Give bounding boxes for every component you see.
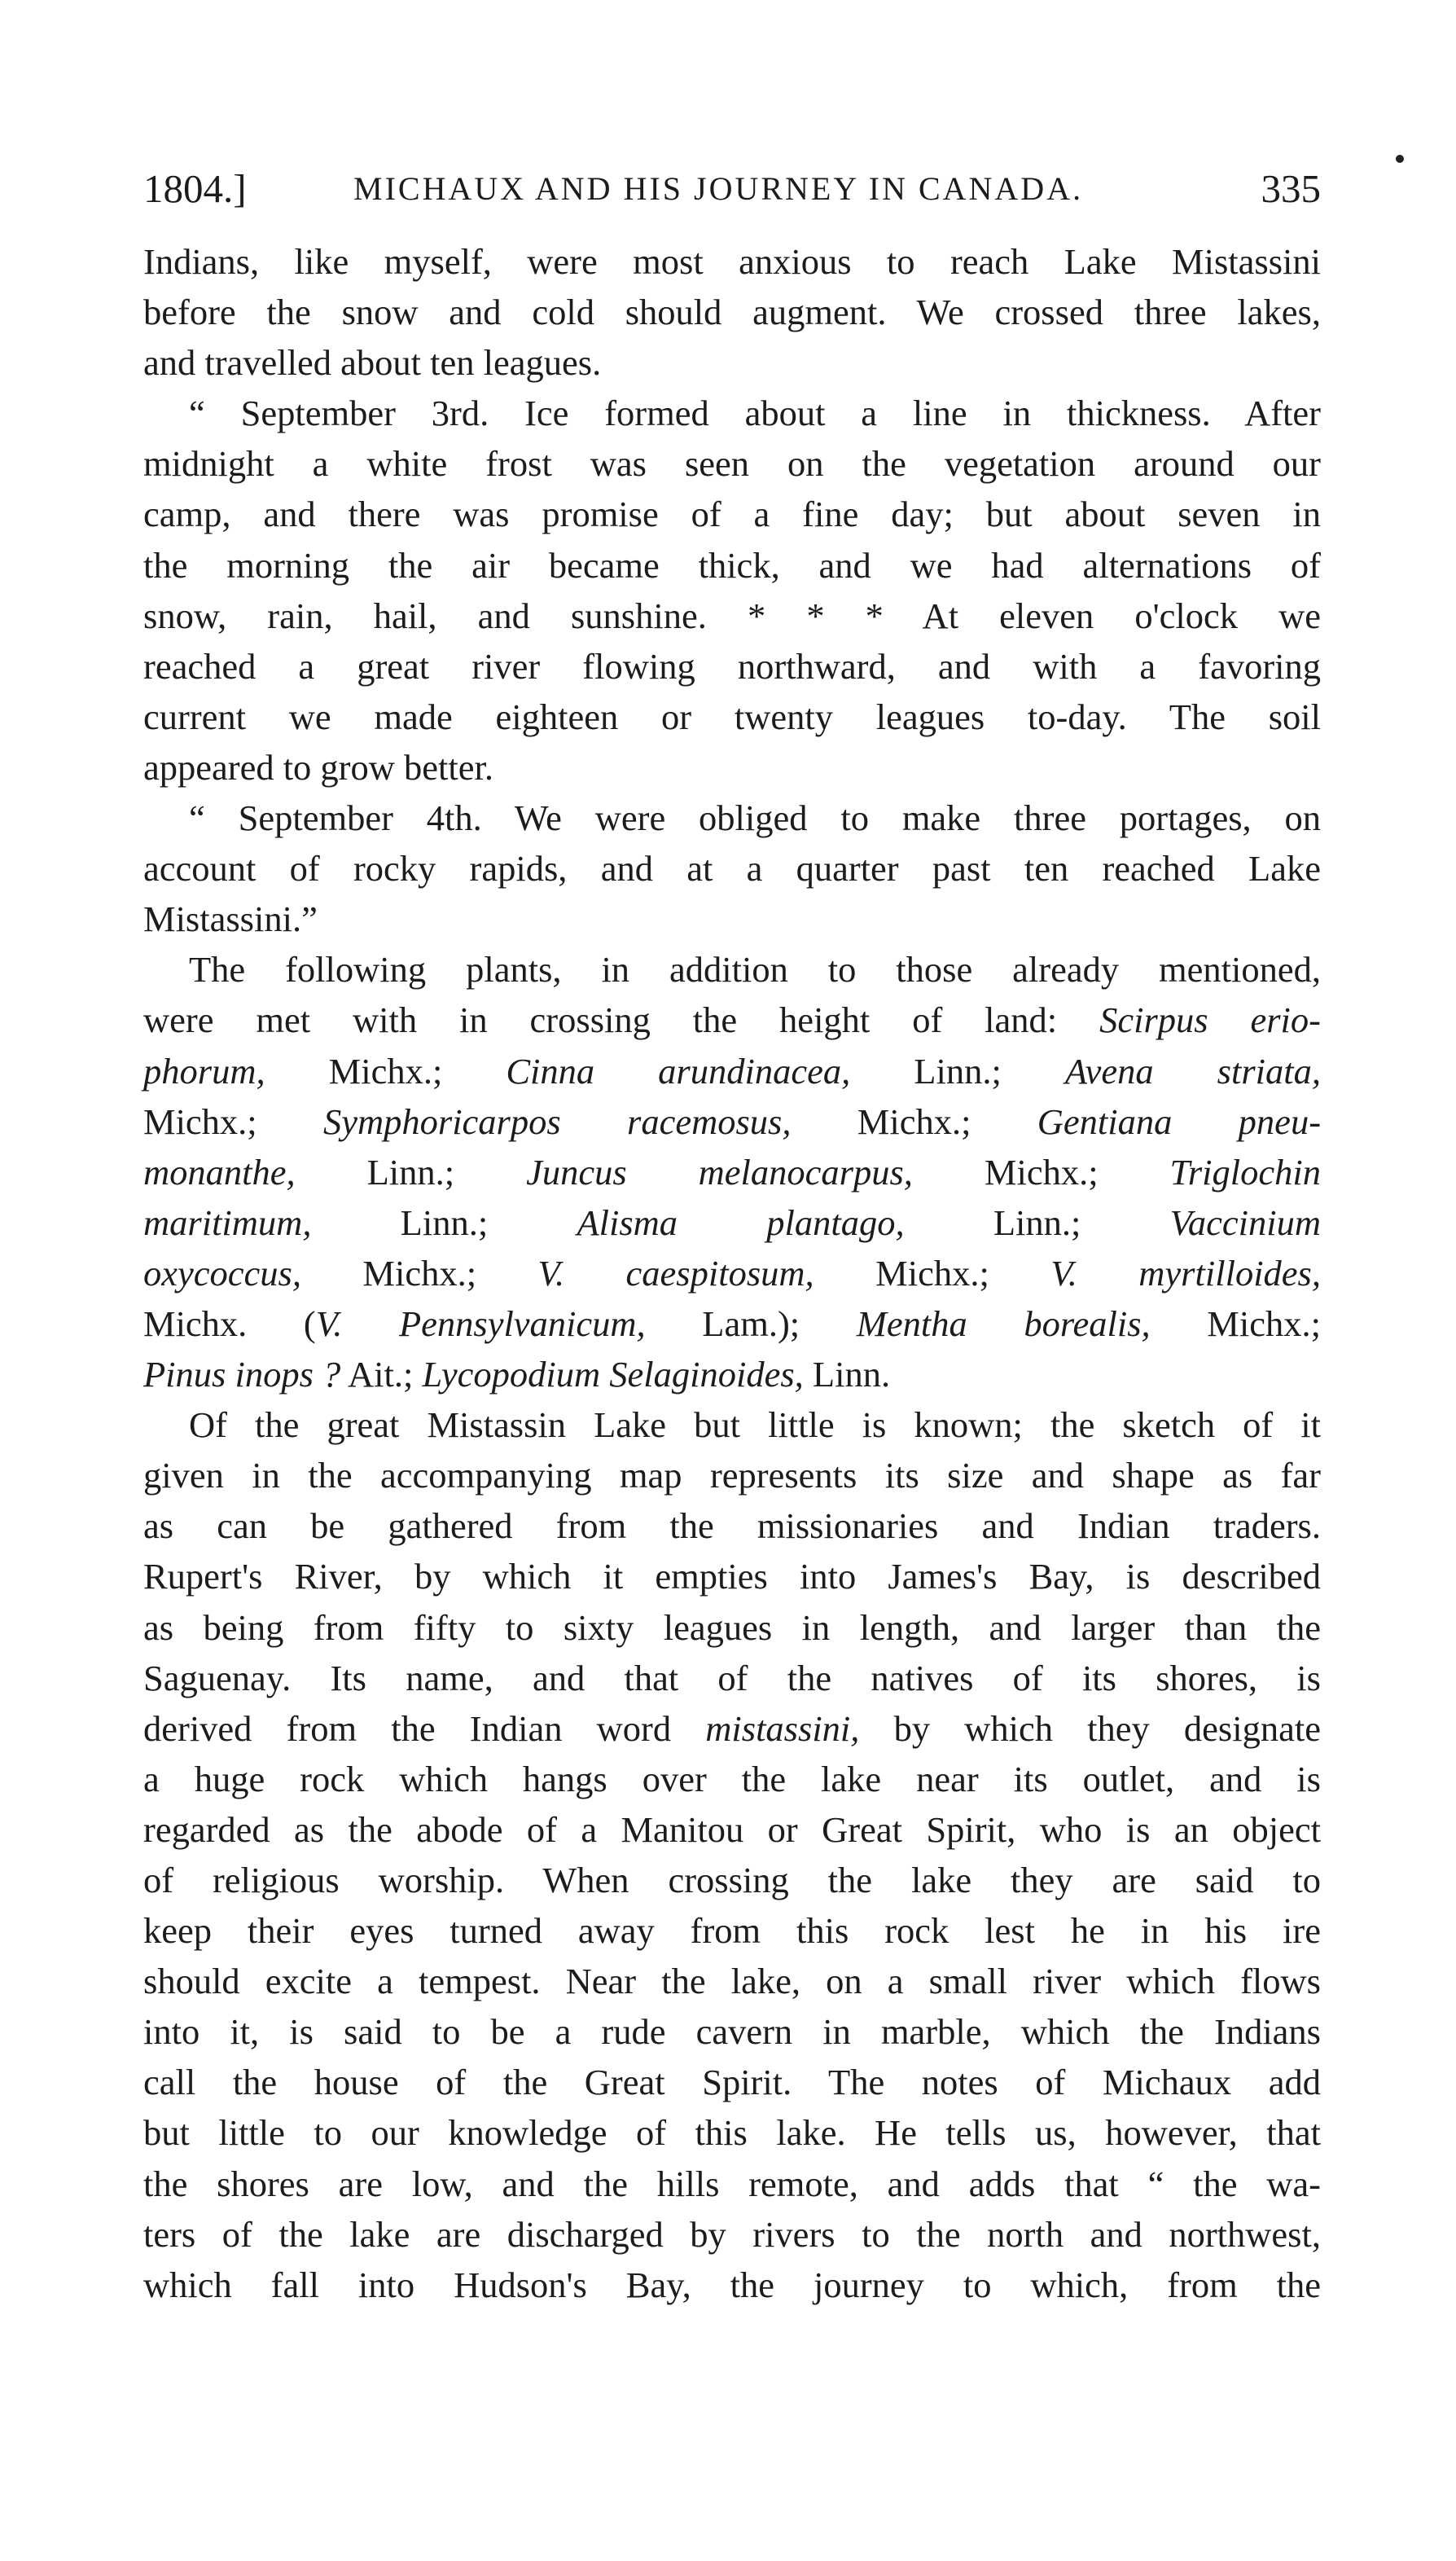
text-line [143, 894, 1321, 944]
text-run: ters of the lake are discharged by rivers to the north and northwest, [143, 2213, 1321, 2255]
text-run: the morning the air became thick, and we had alternations of [143, 544, 1321, 586]
italic-text: Scirpus erio- [1099, 999, 1321, 1041]
text-run: keep their eyes turned away from this rock lest he in his ire [143, 1910, 1321, 1952]
text-line [143, 1602, 1321, 1653]
text-line [143, 1197, 1321, 1248]
text-run: call the house of the Great Spirit. The notes of Michaux add [143, 2062, 1321, 2103]
text-run: Of the great Mistassin Lake but little is known; the sketch of it [189, 1404, 1321, 1446]
italic-text: oxycoccus, [143, 1252, 301, 1294]
text-line [143, 1754, 1321, 1804]
italic-text: Symphoricarpos racemosus, [322, 1100, 792, 1142]
text-line [143, 287, 1321, 337]
text-run: Michx.; [814, 1252, 1051, 1294]
text-line [143, 1147, 1321, 1197]
italic-text: Lycopodium Selaginoides, [422, 1354, 804, 1395]
text-line [143, 1248, 1321, 1298]
text-line [143, 2006, 1321, 2057]
text-line [143, 1804, 1321, 1855]
italic-text: mistassini, [705, 1707, 860, 1749]
text-run: Linn.; [850, 1050, 1065, 1092]
text-line [143, 742, 1321, 793]
margin-dot [1396, 155, 1404, 163]
text-run: the shores are low, and the hills remote, and adds that “ the wa- [143, 2163, 1321, 2204]
text-line [143, 337, 1321, 388]
page-number: 335 [1261, 166, 1321, 211]
text-line [143, 1399, 1321, 1450]
text-line [143, 2057, 1321, 2107]
text-line [143, 1349, 1321, 1399]
text-line [143, 1450, 1321, 1500]
text-run: should excite a tempest. Near the lake, on a small river which flows [143, 1961, 1321, 2002]
text-run: Rupert's River, by which it empties into James's Bay, is described [143, 1556, 1321, 1597]
text-run: Michx.; [143, 1100, 323, 1142]
text-line [143, 591, 1321, 641]
text-line [143, 1096, 1321, 1147]
text-run: and travelled about ten leagues. [143, 342, 602, 384]
text-line [143, 843, 1321, 894]
text-run: snow, rain, hail, and sunshine. * * * At eleven o'clock we [143, 595, 1321, 636]
text-run: derived from the Indian word [143, 1707, 706, 1749]
running-title: MICHAUX AND HIS JOURNEY IN CANADA. [353, 170, 1084, 207]
italic-text: Pinus inops ? [143, 1354, 341, 1395]
italic-text: V. caespitosum, [537, 1252, 814, 1294]
italic-text: V. Pennsylvanicum, [315, 1302, 646, 1344]
text-run: Michx. ( [143, 1302, 316, 1344]
text-run: given in the accompanying map represents its size and shape as far [143, 1455, 1321, 1496]
italic-text: Gentiana pneu- [1037, 1100, 1322, 1142]
text-line [143, 438, 1321, 489]
text-run: but little to our knowledge of this lake. He tells us, however, that [143, 2112, 1321, 2154]
text-line [143, 2159, 1321, 2209]
italic-text: Mentha borealis, [856, 1302, 1151, 1344]
text-run: by which they designate [859, 1707, 1321, 1749]
text-line [143, 692, 1321, 742]
text-line [143, 2209, 1321, 2260]
text-line [143, 1500, 1321, 1551]
text-run: Michx.; [791, 1100, 1037, 1142]
running-header [143, 156, 1321, 222]
text-line [143, 641, 1321, 692]
text-run: camp, and there was promise of a fine day; but about seven in [143, 494, 1321, 535]
text-run: Michx.; [300, 1252, 538, 1294]
text-line [143, 236, 1321, 287]
text-run: of religious worship. When crossing the lake they are said to [143, 1860, 1321, 1900]
text-line [143, 489, 1321, 539]
text-line [143, 2107, 1321, 2158]
text-run: “ September 3rd. Ice formed about a line in thickness. After [189, 393, 1321, 434]
text-line [143, 793, 1321, 843]
text-line [143, 2260, 1321, 2310]
text-run: Linn. [803, 1354, 891, 1395]
header-year: 1804.] [143, 166, 247, 211]
text-line [143, 1653, 1321, 1703]
italic-text: Juncus melanocarpus, [526, 1151, 913, 1193]
text-run: current we made eighteen or twenty leagues to-day. The soil [143, 696, 1321, 737]
text-run: Linn.; [311, 1201, 577, 1243]
text-line [143, 1703, 1321, 1754]
text-line [143, 388, 1321, 438]
text-run: Ait.; [340, 1354, 423, 1395]
text-line [143, 540, 1321, 591]
text-run: regarded as the abode of a Manitou or Great Spirit, who is an object [143, 1808, 1321, 1850]
text-run: were met with in crossing the height of land: [143, 999, 1100, 1041]
text-run: Linn.; [295, 1151, 527, 1193]
italic-text: monanthe, [143, 1151, 296, 1193]
text-run: Linn.; [904, 1201, 1170, 1243]
text-run: Michx.; [912, 1151, 1170, 1193]
text-run: Mistassini.” [143, 898, 318, 940]
italic-text: Avena striata, [1064, 1050, 1321, 1092]
text-line [143, 1855, 1321, 1905]
text-run: Lam.); [645, 1302, 857, 1344]
text-run: reached a great river flowing northward, and with a favoring [143, 645, 1321, 687]
text-run: which fall into Hudson's Bay, the journey to which, from the [143, 2264, 1321, 2305]
text-run: “ September 4th. We were obliged to make three portages, on [189, 797, 1321, 839]
text-run: midnight a white frost was seen on the vegetation around our [143, 443, 1321, 485]
text-run: Michx.; [265, 1050, 507, 1092]
text-run: Michx.; [1150, 1302, 1321, 1344]
text-line [143, 1905, 1321, 1956]
body-text [143, 236, 1321, 2310]
italic-text: Vaccinium [1169, 1201, 1321, 1243]
text-run: Indians, like myself, were most anxious to reach Lake Mistassini [143, 241, 1321, 282]
text-line [143, 1956, 1321, 2006]
text-run: Saguenay. Its name, and that of the natives of its shores, is [143, 1657, 1321, 1698]
italic-text: Triglochin [1169, 1151, 1321, 1193]
text-line [143, 944, 1321, 995]
text-line [143, 1551, 1321, 1601]
text-line [143, 995, 1321, 1045]
italic-text: maritimum, [143, 1201, 312, 1243]
italic-text: V. myrtilloides, [1050, 1252, 1322, 1294]
text-line [143, 1298, 1321, 1349]
text-run: The following plants, in addition to those already mentioned, [189, 949, 1321, 991]
text-run: account of rocky rapids, and at a quarter past ten reached Lake [143, 848, 1321, 890]
text-run: as can be gathered from the missionaries and Indian traders. [143, 1505, 1321, 1547]
italic-text: Alisma plantago, [577, 1201, 905, 1243]
text-run: a huge rock which hangs over the lake near its outlet, and is [143, 1758, 1321, 1799]
text-run: as being from fifty to sixty leagues in length, and larger than the [143, 1606, 1321, 1648]
text-run: before the snow and cold should augment. We crossed three lakes, [143, 292, 1321, 333]
text-line [143, 1046, 1321, 1096]
text-run: appeared to grow better. [143, 746, 493, 788]
text-run: into it, is said to be a rude cavern in marble, which the Indians [143, 2011, 1321, 2053]
italic-text: Cinna arundinacea, [506, 1050, 851, 1092]
italic-text: phorum, [143, 1050, 265, 1092]
